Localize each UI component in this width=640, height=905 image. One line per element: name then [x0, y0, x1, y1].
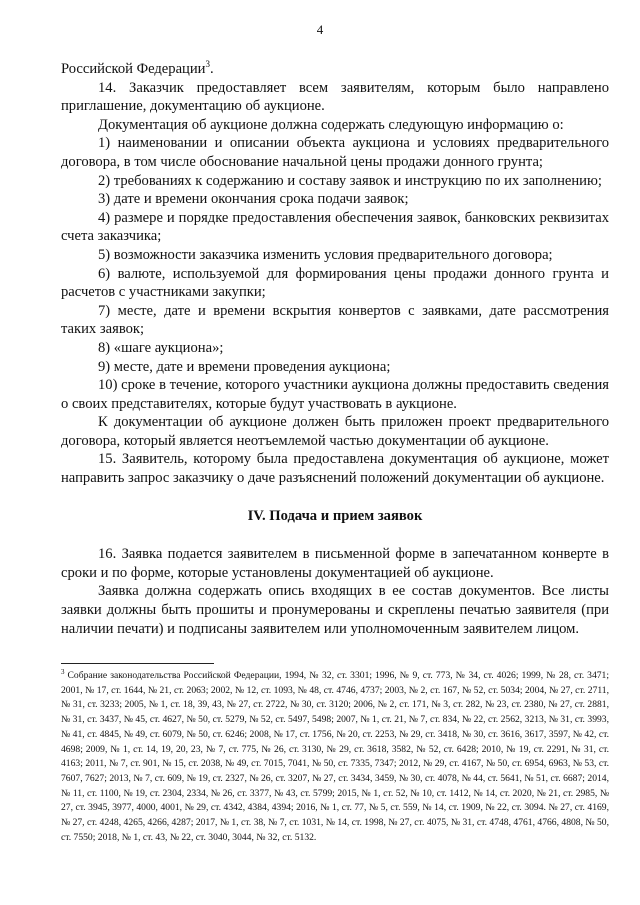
list-item-1: 1) наименовании и описании объекта аукциона и условиях предварительного договора, в том числе обоснование начальной цены продажи донного грунта; — [61, 135, 609, 170]
paragraph-tail: . — [210, 61, 214, 77]
paragraph-application-contents: Заявка должна содержать опись входящих в ее состав документов. Все листы заявки должны быть прошиты и пронумерованы и скреплены печатью заявителя (при наличии печати) и подписаны заявителем или уполномоченным заявителем лицом. — [61, 583, 609, 637]
list-item-7: 7) месте, дате и времени вскрытия конвертов с заявками, дате рассмотрения таких заявок; — [61, 302, 609, 338]
document-body — [61, 60, 609, 638]
footnote-divider — [61, 663, 214, 664]
paragraph-documentation-intro: Документация об аукционе должна содержать следующую информацию о: — [98, 116, 564, 133]
list-item-9: 9) месте, дате и времени проведения аукциона; — [98, 358, 391, 375]
list-item-10: 10) сроке в течение, которого участники аукциона должны предоставить сведения о своих представителях, которые будут участвовать в аукционе. — [61, 377, 609, 412]
list-item-8: 8) «шаге аукциона»; — [98, 339, 224, 356]
paragraph-draft-contract: К документации об аукционе должен быть приложен проект предварительного договора, который является неотъемлемой частью документации об аукционе. — [61, 414, 609, 449]
section-heading: IV. Подача и прием заявок — [247, 507, 423, 524]
list-item-3: 3) дате и времени окончания срока подачи заявок; — [98, 191, 409, 208]
footnote-text: Собрание законодательства Российской Федерации, 1994, № 32, ст. 3301; 1996, № 9, ст. 773, № 34, ст. 4026; 1999, № 28, ст. 3471; 2001, № 17, ст. 1644, № 21, ст. 2063; 2002, № 12, ст. 1093, № 48, ст. 4746, 4737; 2003, № 2, ст. 167, № 52, ст. 5034; 2004, № 27, ст. 2711, № 31, ст. 3233; 2005, № 1, ст. 18, 39, 43, № 27, ст. 2722, № 30, ст. 3120; 2006, № 2, ст. 171, № 3, ст. 282, № 23, ст. 2380, № 27, ст. 2881, № 31, ст. 3437, № 45, ст. 4627, № 50, ст. 5279, № 52, ст. 5497, 5498; 2007, № 1, ст. 21, № 7, ст. 834, № 22, ст. 2562, 3213, № 31, ст. 3993, № 41, ст. 4845, № 49, ст. 6079, № 50, ст. 6246; 2008, № 17, ст. 1756, № 20, ст. 2253, № 29, ст. 3418, № 30, ст. 3616, 3617, 3597, № 42, ст. 4698; 2009, № 1, ст. 14, 19, 20, 23, № 7, ст. 775, № 26, ст. 3130, № 29, ст. 3618, 3582, № 52, ст. 6428; 2010, № 19, ст. 2291, № 31, ст. 4163; 2011, № 7, ст. 901, № 15, ст. 2038, № 49, ст. 7015, 7041, № 50, ст. 7335, 7347; 2012, № 29, ст. 4167, № 50, ст. 6954, 6963, № 53, ст. 7607, 7627; 2013, № 7, ст. 609, № 19, ст. 2327, № 26, ст. 3207, № 27, ст. 3434, 3459, № 30, ст. 4078, № 44, ст. 5641, № 51, ст. 6687; 2014, № 11, ст. 1100, № 19, ст. 2304, 2334, № 26, ст. 3377, № 43, ст. 5799; 2015, № 1, ст. 52, № 10, ст. 1412, № 14, ст. 2020, № 21, ст. 2985, № 27, ст. 3945, 3977, 4000, 4001, № 29, ст. 4342, 4384, 4394; 2016, № 1, ст. 77, № 5, ст. 559, № 14, ст. 1909, № 22, ст. 3094. № 27, ст. 4169, № 27, ст. 4248, 4265, 4266, 4287; 2017, № 1, ст. 38, № 7, ст. 1031, № 14, ст. 1998, № 27, ст. 4075, № 31, ст. 4748, 4761, 4766, 4808, № 50, ст. 7550; 2018, № 1, ст. 43, № 22, ст. 3040, 3044, № 32, ст. 5132. — [61, 670, 609, 843]
paragraph-15: 15. Заявитель, которому была предоставлена документация об аукционе, может направить запрос заказчику о даче разъяснений положений документации об аукционе. — [61, 451, 609, 487]
list-item-6: 6) валюте, используемой для формирования цены продажи донного грунта и расчетов с участниками закупки; — [61, 265, 609, 301]
paragraph-continuation — [61, 60, 609, 79]
paragraph-14: 14. Заказчик предоставляет всем заявителям, которым было направлено приглашение, документацию об аукционе. — [61, 79, 609, 115]
footnote — [61, 669, 609, 845]
paragraph-16: 16. Заявка подается заявителем в письменной форме в запечатанном конверте в сроки и по форме, которые установлены документацией об аукционе. — [61, 546, 609, 581]
footnote-marker: 3 — [61, 667, 65, 676]
list-item-2: 2) требованиях к содержанию и составу заявок и инструкцию по их заполнению; — [98, 172, 602, 189]
page-number: 4 — [316, 22, 324, 37]
footnote-reference: 3 — [205, 59, 210, 70]
list-item-4: 4) размере и порядке предоставления обеспечения заявок, банковских реквизитах счета заказчика; — [61, 209, 609, 245]
paragraph-text: Российской Федерации — [61, 61, 206, 77]
list-item-5: 5) возможности заказчика изменить условия предварительного договора; — [98, 246, 553, 263]
